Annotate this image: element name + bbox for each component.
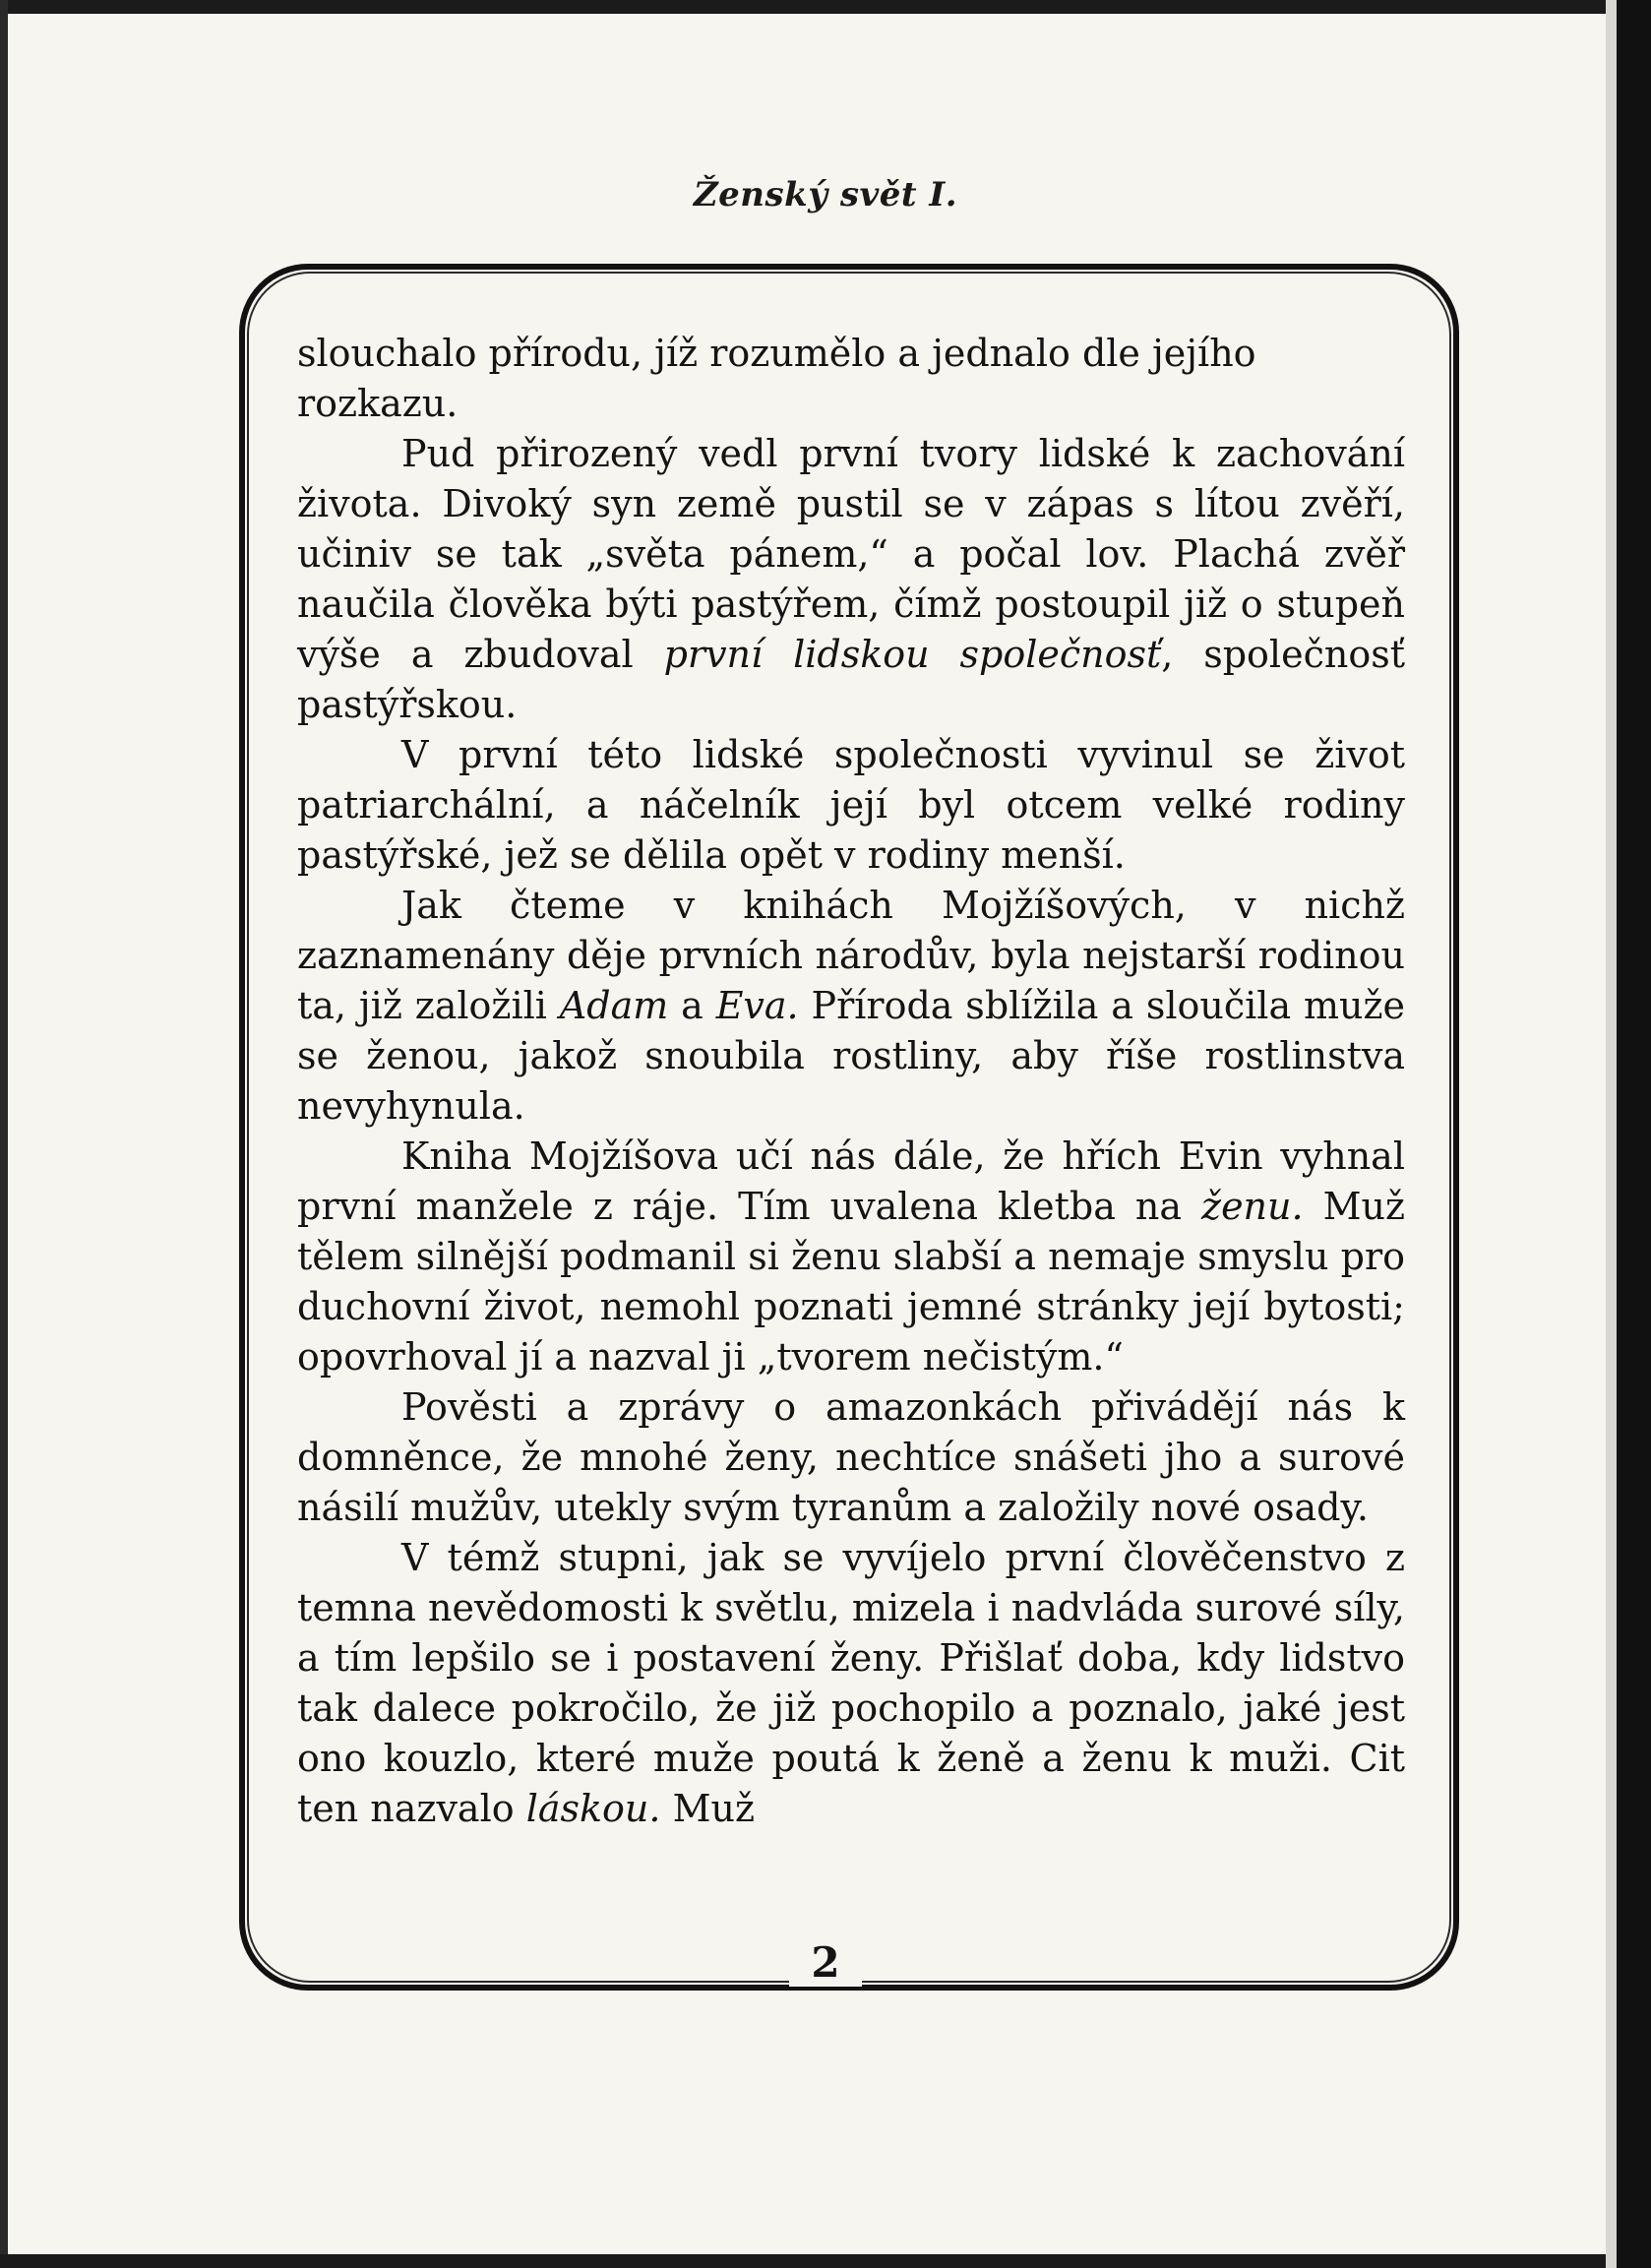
paragraph-2-text-end: , společnosť pastýřskou. xyxy=(297,633,1405,726)
paragraph-4-conjunction: a xyxy=(668,984,716,1027)
paragraph-2-text: Pud přirozený vedl první tvory lidské k zachování života. Divoký syn země pustil se v zápas s lítou zvěří, učiniv se tak „světa pánem,“ a počal lov. Plachá zvěř naučila člověka býti pastýřem, čímž postoupil již o stupeň výše a zbudoval xyxy=(297,432,1405,676)
paragraph-7-emphasis: láskou. xyxy=(525,1787,661,1830)
paragraph-7 xyxy=(297,1533,1405,1834)
paragraph-1-line-2: rozkazu. xyxy=(297,382,459,425)
scan-border-bottom xyxy=(0,2254,1651,2268)
paragraph-3 xyxy=(297,730,1405,881)
paragraph-2-emphasis: první lidskou společnosť xyxy=(663,633,1162,676)
paragraph-7-text-end: Muž xyxy=(660,1787,755,1830)
paragraph-4 xyxy=(297,881,1405,1132)
scan-border-left xyxy=(0,0,8,2268)
next-page-edge xyxy=(1606,0,1617,2268)
paragraph-3-text: V první této lidské společnosti vyvinul se život patriarchální, a náčelník její byl otcem velké rodiny pastýřské, jež se dělila opět v rodiny menší. xyxy=(297,733,1405,877)
paragraph-4-text-end: Příroda sblížila a sloučila muže se ženou, jakož snoubila rostliny, aby říše rostlinstva nevyhynula. xyxy=(297,984,1405,1128)
paragraph-4-emphasis-adam: Adam xyxy=(559,984,669,1027)
page-number xyxy=(0,1938,1651,1987)
paragraph-1 xyxy=(297,329,1405,429)
paragraph-5-text: Kniha Mojžíšova učí nás dále, že hřích Evin vyhnal první manžele z ráje. Tím uvalena kletba na xyxy=(297,1134,1405,1228)
paragraph-6 xyxy=(297,1382,1405,1533)
running-head: Ženský svět I. xyxy=(693,175,958,215)
paragraph-7-text: V témž stupni, jak se vyvíjelo první člověčenstvo z temna nevědomosti k světlu, mizela i nadvláda surové síly, a tím lepšilo se i postavení ženy. Přišlať doba, kdy lidstvo tak dalece pokročilo, že již pochopilo a poznalo, jaké jest ono kouzlo, které muže poutá k ženě a ženu k muži. Cit ten nazvalo xyxy=(297,1536,1405,1830)
paragraph-2 xyxy=(297,429,1405,730)
paragraph-4-text: Jak čteme v knihách Mojžíšových, v nichž zaznamenány děje prvních národův, byla nejstarší rodinou ta, již založili xyxy=(297,884,1405,1027)
body-text xyxy=(297,329,1405,1834)
page-number-text: 2 xyxy=(789,1938,861,1987)
paragraph-1-line-1: slouchalo přírodu, jíž rozumělo a jednalo dle jejího xyxy=(297,332,1256,375)
scan-border-right xyxy=(1617,0,1651,2268)
paragraph-5-text-end: Muž tělem silnější podmanil si ženu slabší a nemaje smyslu pro duchovní život, nemohl poznati jemné stránky její bytosti; opovrhoval jí a nazval ji „tvorem nečistým.“ xyxy=(297,1185,1405,1379)
paragraph-4-emphasis-eva: Eva. xyxy=(715,984,799,1027)
scan-border-top xyxy=(0,0,1651,14)
paragraph-5-emphasis: ženu. xyxy=(1201,1185,1304,1228)
paragraph-6-text: Pověsti a zprávy o amazonkách přivádějí nás k domněnce, že mnohé ženy, nechtíce snášeti jho a surové násilí mužův, utekly svým tyranům a založily nové osady. xyxy=(297,1385,1405,1529)
paragraph-5 xyxy=(297,1132,1405,1382)
